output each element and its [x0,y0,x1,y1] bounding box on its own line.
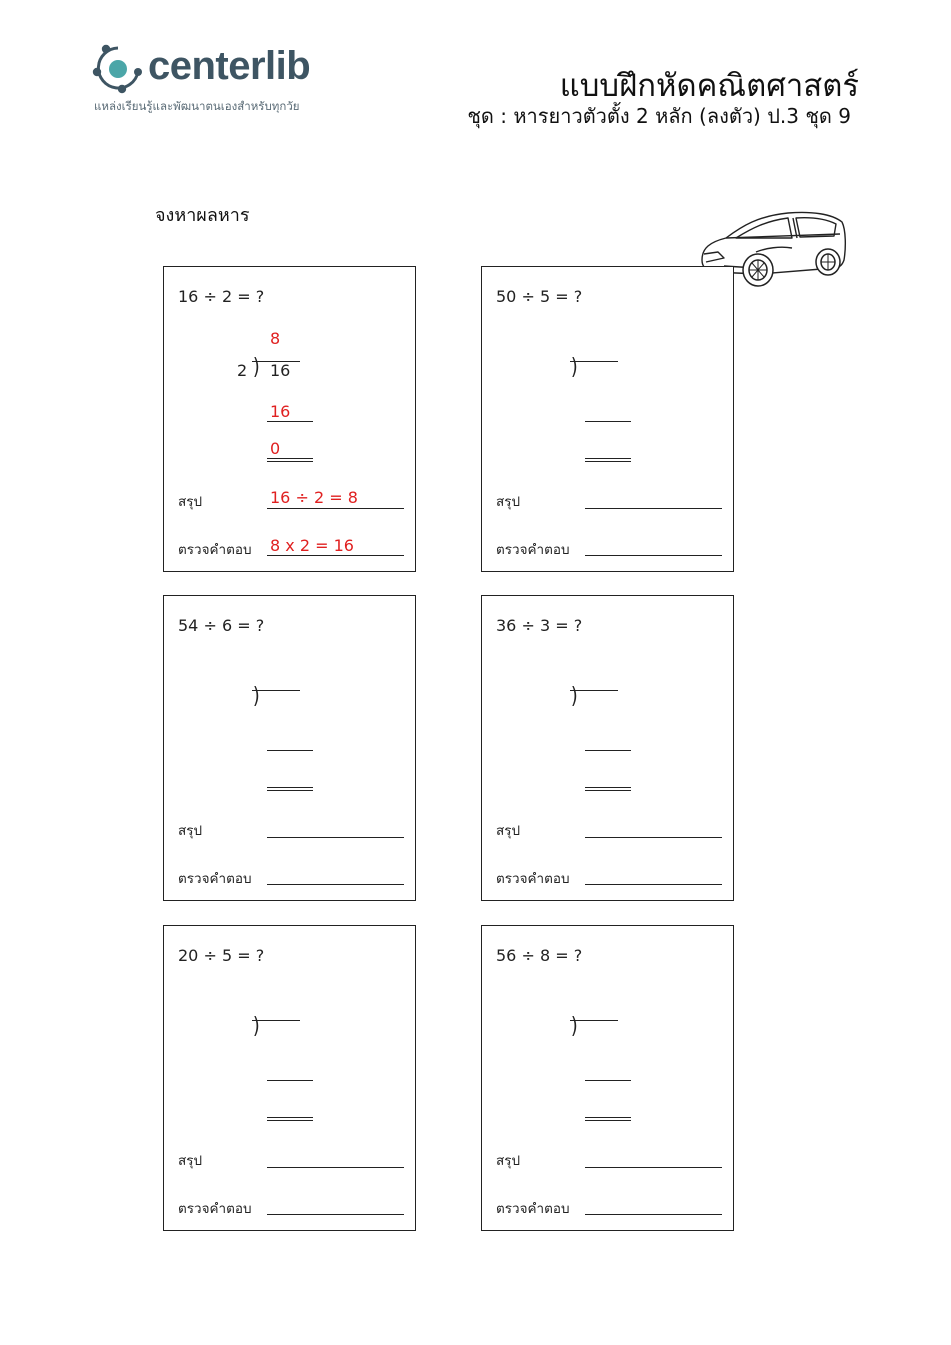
problem-box-2 [481,266,734,572]
summary-label: สรุป [496,1153,521,1169]
long-division-paren: ) [252,684,260,709]
check-label: ตรวจคำตอบ [178,542,252,558]
summary-label: สรุป [496,494,521,510]
problem-question: 50 ÷ 5 = ? [496,287,583,306]
problem-question: 16 ÷ 2 = ? [178,287,265,306]
divisor: 2 [237,361,248,380]
check-answer-line [267,555,404,556]
problem-question: 56 ÷ 8 = ? [496,946,583,965]
summary-label: สรุป [178,1153,203,1169]
logo-text: centerlib [148,44,311,88]
problem-box-5 [163,925,416,1231]
long-division-paren: ) [570,684,578,709]
check-label: ตรวจคำตอบ [496,871,570,887]
remainder-double-line [267,458,313,462]
check-answer-line[interactable] [585,1214,722,1215]
subtraction-line [585,421,631,422]
problem-question: 20 ÷ 5 = ? [178,946,265,965]
quotient-answer: 8 [270,329,281,348]
problem-question: 36 ÷ 3 = ? [496,616,583,635]
problem-box-4 [481,595,734,901]
remainder-double-line [585,787,631,791]
summary-label: สรุป [496,823,521,839]
check-label: ตรวจคำตอบ [496,1201,570,1217]
remainder-double-line [267,787,313,791]
check-answer-line[interactable] [585,555,722,556]
summary-label: สรุป [178,494,203,510]
remainder: 0 [270,439,281,458]
check-answer: 8 x 2 = 16 [270,536,354,555]
worksheet-title: แบบฝึกหัดคณิตศาสตร์ [559,68,859,104]
logo [92,42,352,122]
summary-answer-line[interactable] [585,508,722,509]
long-division-paren: ) [570,1014,578,1039]
subtraction-line [585,1080,631,1081]
logo-tagline: แหล่งเรียนรู้และพัฒนาตนเองสำหรับทุกวัย [94,99,300,113]
remainder-double-line [585,458,631,462]
long-division-paren: ) [570,355,578,380]
summary-answer-line[interactable] [585,1167,722,1168]
summary-answer-line[interactable] [267,1167,404,1168]
worksheet-subtitle: ชุด : หารยาวตัวตั้ง 2 หลัก (ลงตัว) ป.3 ชุด 9 [467,104,851,128]
remainder-double-line [585,1117,631,1121]
remainder-double-line [267,1117,313,1121]
summary-answer-line [267,508,404,509]
subtraction-line [267,1080,313,1081]
summary-answer-line[interactable] [267,837,404,838]
check-answer-line[interactable] [585,884,722,885]
logo-molecule-icon [92,42,148,94]
problem-box-1 [163,266,416,572]
subtraction-line [267,750,313,751]
subtraction-line [585,750,631,751]
summary-answer-line[interactable] [585,837,722,838]
check-label: ตรวจคำตอบ [178,871,252,887]
instruction: จงหาผลหาร [155,205,250,226]
check-answer-line[interactable] [267,884,404,885]
long-division-paren: ) [252,1014,260,1039]
summary-label: สรุป [178,823,203,839]
check-label: ตรวจคำตอบ [496,542,570,558]
check-answer-line[interactable] [267,1214,404,1215]
problem-box-6 [481,925,734,1231]
problem-question: 54 ÷ 6 = ? [178,616,265,635]
summary-answer: 16 ÷ 2 = 8 [270,488,358,507]
long-division-paren: ) [252,355,260,380]
step-product: 16 [270,402,291,421]
dividend: 16 [270,361,291,380]
subtraction-line [267,421,313,422]
problem-box-3 [163,595,416,901]
check-label: ตรวจคำตอบ [178,1201,252,1217]
